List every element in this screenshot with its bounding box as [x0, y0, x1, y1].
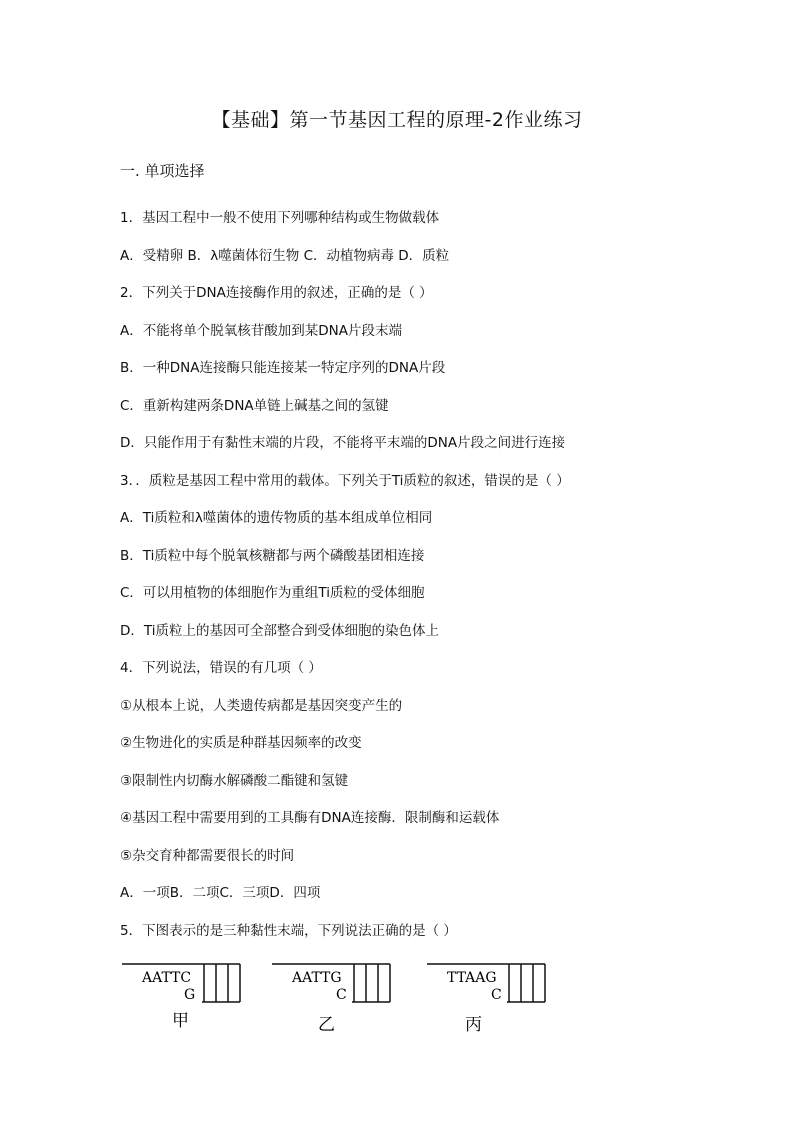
- question-1: 1．基因工程中一般不使用下列哪种结构或生物做载体: [120, 210, 440, 226]
- question-4-options: A．一项B．二项C．三项D．四项: [120, 885, 321, 901]
- fragment-label: 丙: [465, 1015, 482, 1035]
- question-list: [120, 205, 740, 955]
- statement-3: ③限制性内切酶水解磷酸二酯键和氢键: [120, 772, 349, 789]
- question-3: 3．．质粒是基因工程中常用的载体。下列关于Ti质粒的叙述，错误的是（ ）: [120, 472, 570, 489]
- question-3-option-a: A．Ti质粒和λ噬菌体的遗传物质的基本组成单位相同: [120, 510, 433, 526]
- dna-fragment-drawing: [270, 960, 395, 1035]
- page-title: 【基础】第一节基因工程的原理-2作业练习: [211, 109, 583, 131]
- question-3-option-d: D．Ti质粒上的基因可全部整合到受体细胞的染色体上: [120, 622, 439, 639]
- question-3-option-c: C．可以用植物的体细胞作为重组Ti质粒的受体细胞: [120, 585, 425, 601]
- sticky-end-fragment: [120, 960, 245, 1039]
- statement-2: ②生物进化的实质是种群基因频率的改变: [120, 735, 362, 751]
- question-2-option-c: C．重新构建两条DNA单链上碱基之间的氢键: [120, 397, 389, 414]
- bottom-strand-sequence: G: [184, 987, 196, 1003]
- statement-1: ①从根本上说，人类遗传病都是基因突变产生的: [120, 697, 403, 714]
- dna-fragment-drawing: [120, 960, 245, 1035]
- bottom-strand-sequence: C: [336, 987, 347, 1003]
- top-strand-sequence: AATTC: [142, 970, 192, 986]
- fragment-label: 乙: [318, 1015, 335, 1035]
- question-2-option-d: D．只能作用于有黏性末端的片段，不能将平末端的DNA片段之间进行连接: [120, 435, 566, 451]
- question-1-options: A．受精卵 B．λ噬菌体衍生物 C．动植物病毒 D．质粒: [120, 247, 450, 264]
- statement-4: ④基因工程中需要用到的工具酶有DNA连接酶．限制酶和运载体: [120, 810, 500, 826]
- top-strand-sequence: AATTG: [292, 970, 342, 986]
- question-2: 2．下列关于DNA连接酶作用的叙述，正确的是（ ）: [120, 285, 433, 301]
- sticky-end-fragment: [270, 960, 395, 1039]
- sticky-end-fragment: [425, 960, 550, 1039]
- top-strand-sequence: TTAAG: [447, 970, 497, 986]
- question-2-option-a: A．不能将单个脱氧核苷酸加到某DNA片段末端: [120, 322, 402, 339]
- question-4: 4．下列说法，错误的有几项（ ）: [120, 660, 322, 676]
- dna-fragment-drawing: [425, 960, 550, 1035]
- question-2-option-b: B．一种DNA连接酶只能连接某一特定序列的DNA片段: [120, 360, 446, 376]
- question-5: 5．下图表示的是三种黏性末端，下列说法正确的是（ ）: [120, 922, 457, 939]
- bottom-strand-sequence: C: [491, 987, 502, 1003]
- question-3-option-b: B．Ti质粒中每个脱氧核糖都与两个磷酸基团相连接: [120, 547, 425, 564]
- section-heading: 一. 单项选择: [120, 162, 205, 180]
- statement-5: ⑤杂交育种都需要很长的时间: [120, 847, 295, 864]
- fragment-label: 甲: [172, 1011, 189, 1031]
